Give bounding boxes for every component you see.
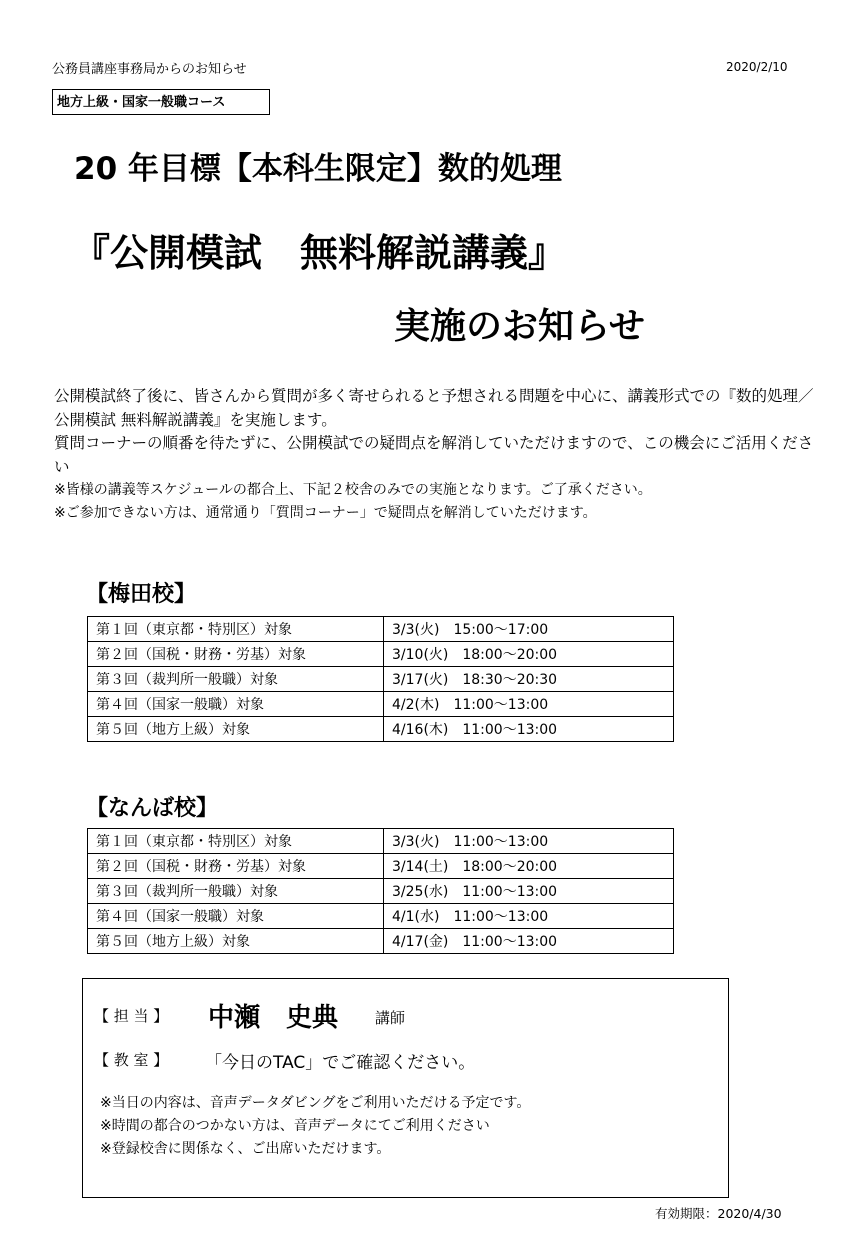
session-cell: 第２回（国税・財務・労基）対象 bbox=[88, 854, 384, 879]
session-cell: 第４回（国家一般職）対象 bbox=[88, 692, 384, 717]
intro-note-2: ※ご参加できない方は、通常通り「質問コーナー」で疑問点を解消していただけます。 bbox=[54, 505, 597, 521]
session-cell: 第３回（裁判所一般職）対象 bbox=[88, 667, 384, 692]
table-row bbox=[88, 879, 674, 904]
time-cell: 3/17(火) 18:30～20:30 bbox=[384, 667, 674, 692]
session-cell: 第４回（国家一般職）対象 bbox=[88, 904, 384, 929]
school-heading-umeda: 【梅田校】 bbox=[86, 582, 197, 607]
room-label: 【 教 室 】 bbox=[94, 1051, 169, 1069]
session-cell: 第１回（東京都・特別区）対象 bbox=[88, 829, 384, 854]
table-row bbox=[88, 692, 674, 717]
table-row bbox=[88, 929, 674, 954]
course-label: 地方上級・国家一般職コース bbox=[52, 89, 270, 115]
time-cell: 3/14(土) 18:00～20:00 bbox=[384, 854, 674, 879]
time-cell: 4/2(木) 11:00～13:00 bbox=[384, 692, 674, 717]
expiry-date: 有効期限：2020/4/30 bbox=[655, 1206, 782, 1221]
table-row bbox=[88, 829, 674, 854]
instructor-title: 講師 bbox=[375, 1009, 406, 1027]
schedule-table-namba bbox=[87, 828, 674, 954]
info-note-2: ※時間の都合のつかない方は、音声データにてご利用ください bbox=[100, 1118, 490, 1134]
time-cell: 3/3(火) 15:00～17:00 bbox=[384, 617, 674, 642]
instructor-name: 中瀬 史典 bbox=[208, 1003, 339, 1033]
time-cell: 3/10(火) 18:00～20:00 bbox=[384, 642, 674, 667]
table-row bbox=[88, 717, 674, 742]
intro-note-1: ※皆様の講義等スケジュールの都合上、下記２校舎のみでの実施となります。ご了承ください。 bbox=[54, 482, 652, 498]
intro-paragraph-1: 公開模試終了後に、皆さんから質問が多く寄せられると予想される問題を中心に、講義形式での『数的処理／公開模試 無料解説講義』を実施します。 bbox=[54, 387, 814, 429]
title-line-2: 『公開模試 無料解説講義』 bbox=[72, 231, 567, 275]
time-cell: 3/25(水) 11:00～13:00 bbox=[384, 879, 674, 904]
info-notes bbox=[100, 1092, 530, 1161]
schedule-table-umeda bbox=[87, 616, 674, 742]
intro-paragraph-2: 質問コーナーの順番を待たずに、公開模試での疑問点を解消していただけますので、この機会にご活用ください bbox=[54, 434, 814, 476]
issue-date: 2020/2/10 bbox=[726, 60, 788, 74]
session-cell: 第２回（国税・財務・労基）対象 bbox=[88, 642, 384, 667]
table-row bbox=[88, 617, 674, 642]
table-row bbox=[88, 854, 674, 879]
time-cell: 4/16(木) 11:00～13:00 bbox=[384, 717, 674, 742]
table-row bbox=[88, 904, 674, 929]
session-cell: 第５回（地方上級）対象 bbox=[88, 717, 384, 742]
session-cell: 第１回（東京都・特別区）対象 bbox=[88, 617, 384, 642]
time-cell: 4/17(金) 11:00～13:00 bbox=[384, 929, 674, 954]
session-cell: 第３回（裁判所一般職）対象 bbox=[88, 879, 384, 904]
title-line-3: 実施のお知らせ bbox=[394, 306, 645, 347]
office-name: 公務員講座事務局からのお知らせ bbox=[52, 62, 247, 77]
info-note-3: ※登録校舎に関係なく、ご出席いただけます。 bbox=[100, 1141, 391, 1157]
title-line-1: 20 年目標【本科生限定】数的処理 bbox=[74, 151, 562, 187]
school-heading-namba: 【なんば校】 bbox=[86, 796, 219, 821]
time-cell: 4/1(水) 11:00～13:00 bbox=[384, 904, 674, 929]
room-text: 「今日のTAC」でご確認ください。 bbox=[205, 1053, 476, 1073]
info-note-1: ※当日の内容は、音声データダビングをご利用いただける予定です。 bbox=[100, 1095, 531, 1111]
table-row bbox=[88, 642, 674, 667]
session-cell: 第５回（地方上級）対象 bbox=[88, 929, 384, 954]
intro-text bbox=[54, 385, 814, 525]
info-box bbox=[82, 978, 729, 1198]
time-cell: 3/3(火) 11:00～13:00 bbox=[384, 829, 674, 854]
instructor-label: 【 担 当 】 bbox=[94, 1007, 169, 1025]
table-row bbox=[88, 667, 674, 692]
